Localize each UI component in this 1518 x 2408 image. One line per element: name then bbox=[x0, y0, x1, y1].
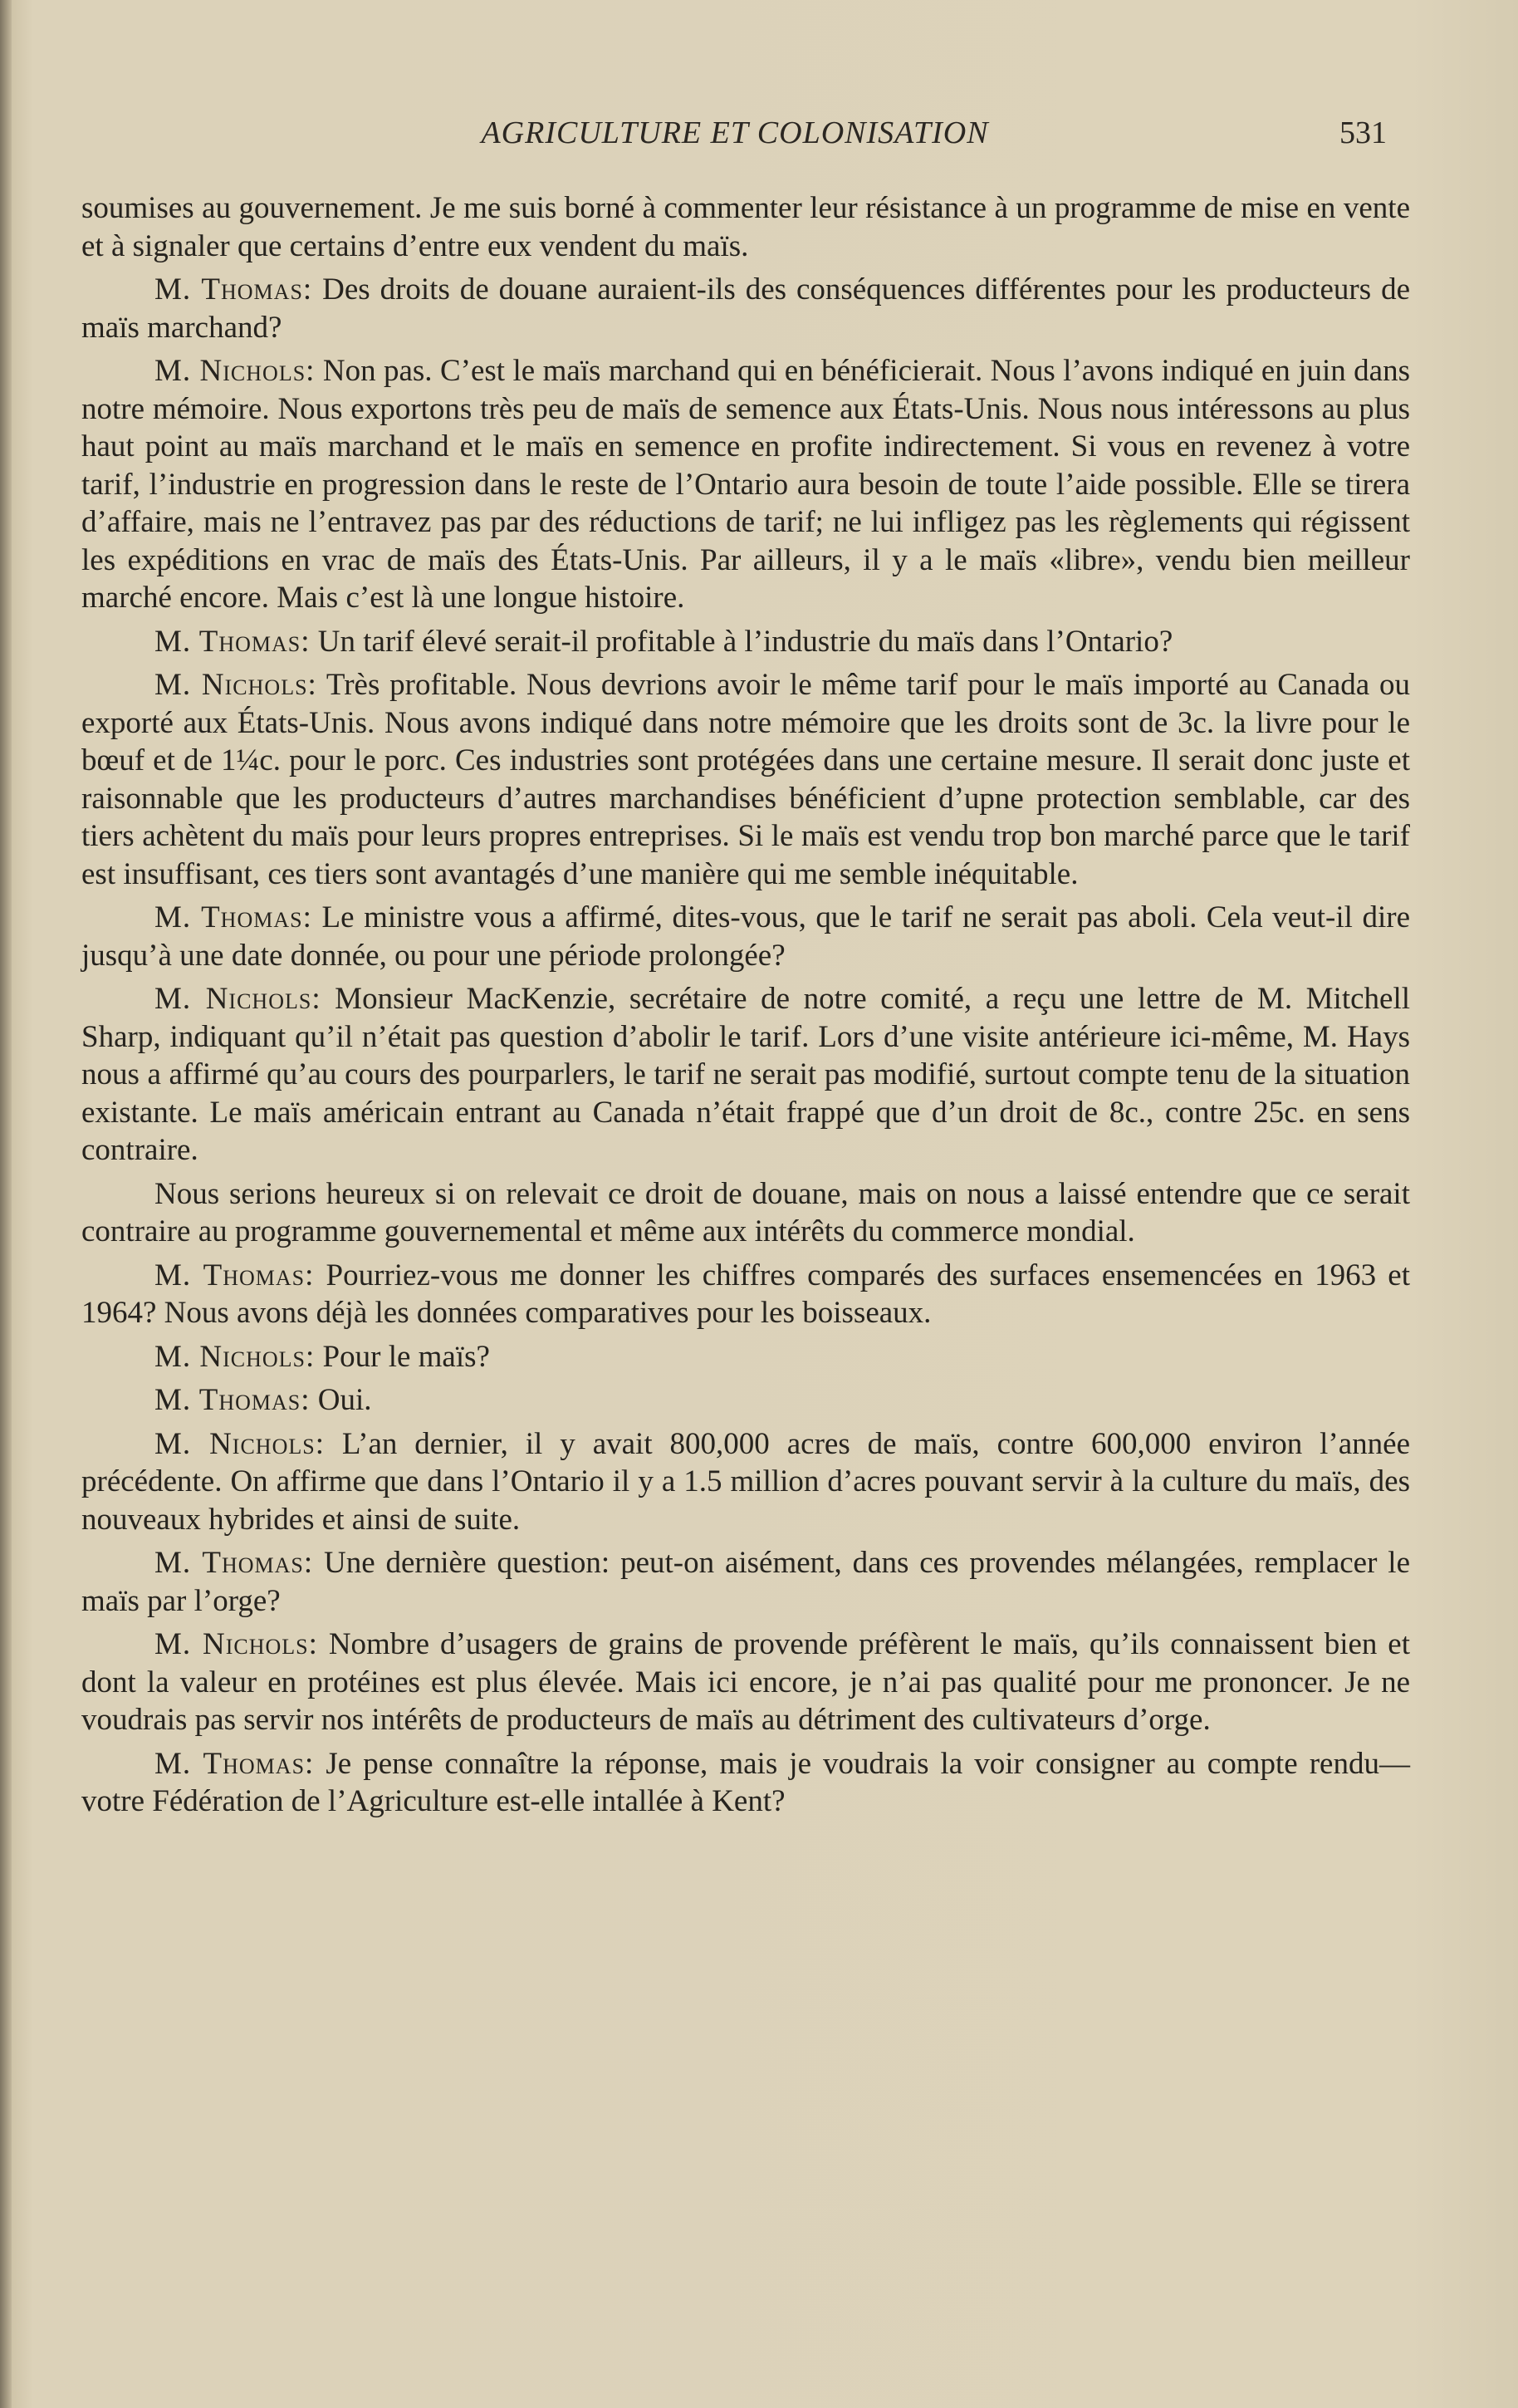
paragraph-text: Je pense connaître la réponse, mais je voudrais la voir consigner au compte rendu—votre Fédération de l’Agriculture est-elle intallée à Kent? bbox=[81, 1746, 1410, 1818]
paragraph-text: Non pas. C’est le maïs marchand qui en bénéficierait. Nous l’avons indiqué en juin dans notre mémoire. Nous exportons très peu de maïs de semence aux États-Unis. Nous nous intéressons au plus haut point au maïs marchand et le maïs en semence en profite indirectement. Si vous en revenez à votre tarif, l’industrie en progression dans le reste de l’Ontario aura besoin de toute l’aide possible. Elle se tirera d’affaire, mais ne l’entravez pas par des réductions de tarif; ne lui infligez pas les règlements qui régissent les expéditions en vrac de maïs des États-Unis. Par ailleurs, il y a le maïs «libre», vendu bien meilleur marché encore. Mais c’est là une longue histoire. bbox=[81, 354, 1410, 615]
page-body bbox=[81, 189, 1410, 1827]
paragraph bbox=[81, 1381, 1410, 1420]
page-header bbox=[83, 115, 1387, 164]
speaker-name: M. Nichols: bbox=[154, 1627, 318, 1661]
paragraph bbox=[81, 1257, 1410, 1332]
speaker-name: M. Thomas: bbox=[154, 1383, 311, 1417]
paragraph bbox=[81, 1425, 1410, 1539]
speaker-name: M. Thomas: bbox=[154, 1258, 315, 1292]
paragraph bbox=[81, 1175, 1410, 1251]
paragraph-text: Très profitable. Nous devrions avoir le même tarif pour le maïs importé au Canada ou exporté aux États-Unis. Nous avons indiqué dans notre mémoire que les droits sont de 3c. la livre pour le bœuf et de 1¼c. pour le porc. Ces industries sont protégées dans une certaine mesure. Il serait donc juste et raisonnable que les producteurs d’autres marchandises bénéficient d’upne protection semblable, car des tiers achètent du maïs pour leurs propres entreprises. Si le maïs est vendu trop bon marché parce que le tarif est insuffisant, ces tiers sont avantagés d’une manière qui me semble inéquitable. bbox=[81, 668, 1410, 891]
running-head: AGRICULTURE ET COLONISATION bbox=[481, 115, 989, 150]
paragraph bbox=[81, 352, 1410, 617]
speaker-name: M. Nichols: bbox=[154, 982, 321, 1016]
paragraph bbox=[81, 666, 1410, 893]
paragraph-text: Pour le maïs? bbox=[315, 1339, 490, 1374]
paragraph-text: L’an dernier, il y avait 800,000 acres de maïs, contre 600,000 environ l’année précédente. On affirme que dans l’Ontario il y a 1.5 million d’acres pouvant servir à la culture du maïs, des nouveaux hybrides et ainsi de suite. bbox=[81, 1426, 1410, 1537]
paragraph-text: Un tarif élevé serait-il profitable à l’industrie du maïs dans l’Ontario? bbox=[310, 624, 1173, 659]
speaker-name: M. Nichols: bbox=[154, 668, 317, 702]
book-binding-edge bbox=[0, 0, 12, 2408]
paragraph bbox=[81, 1338, 1410, 1376]
paragraph bbox=[81, 1544, 1410, 1620]
speaker-name: M. Thomas: bbox=[154, 272, 313, 307]
paragraph bbox=[81, 189, 1410, 265]
speaker-name: M. Nichols: bbox=[154, 1426, 325, 1461]
speaker-name: M. Thomas: bbox=[154, 1546, 314, 1580]
paragraph bbox=[81, 980, 1410, 1170]
paragraph-text: Le ministre vous a affirmé, dites-vous, que le tarif ne serait pas aboli. Cela veut-il dire jusqu’à une date donnée, ou pour une période prolongée? bbox=[81, 900, 1410, 973]
paragraph bbox=[81, 623, 1410, 661]
paragraph-text: Nombre d’usagers de grains de provende préfèrent le maïs, qu’ils connaissent bien et dont la valeur en protéines est plus élevée. Mais ici encore, je n’ai pas qualité pour me prononcer. Je ne voudrais pas servir nos intérêts de producteurs de maïs au détriment des cultivateurs d’orge. bbox=[81, 1627, 1410, 1737]
paragraph-text: Des droits de douane auraient-ils des conséquences différentes pour les producteurs de maïs marchand? bbox=[81, 272, 1410, 345]
paragraph bbox=[81, 899, 1410, 974]
paragraph-text: soumises au gouvernement. Je me suis borné à commenter leur résistance à un programme de mise en vente et à signaler que certains d’entre eux vendent du maïs. bbox=[81, 191, 1410, 263]
paragraph bbox=[81, 1626, 1410, 1739]
speaker-name: M. Nichols: bbox=[154, 354, 316, 388]
paragraph bbox=[81, 271, 1410, 346]
page-number: 531 bbox=[1339, 115, 1387, 150]
speaker-name: M. Nichols: bbox=[154, 1339, 316, 1374]
paragraph-text: Pourriez-vous me donner les chiffres comparés des surfaces ensemencées en 1963 et 1964? Nous avons déjà les données comparatives pour les boisseaux. bbox=[81, 1258, 1410, 1330]
speaker-name: M. Thomas: bbox=[154, 624, 311, 659]
speaker-name: M. Thomas: bbox=[154, 900, 312, 934]
paragraph-text: Nous serions heureux si on relevait ce droit de douane, mais on nous a laissé entendre que ce serait contraire au programme gouvernemental et même aux intérêts du commerce mondial. bbox=[81, 1176, 1410, 1248]
paragraph-text: Oui. bbox=[310, 1383, 372, 1417]
paragraph-text: Monsieur MacKenzie, secrétaire de notre comité, a reçu une lettre de M. Mitchell Sharp, indiquant qu’il n’était pas question d’abolir le tarif. Lors d’une visite antérieure ici-même, M. Hays nous a affirmé qu’au cours des pourparlers, le tarif ne serait pas modifié, surtout compte tenu de la situation existante. Le maïs américain entrant au Canada n’était frappé que d’un droit de 8c., contre 25c. en sens contraire. bbox=[81, 982, 1411, 1167]
speaker-name: M. Thomas: bbox=[154, 1746, 315, 1781]
paragraph bbox=[81, 1745, 1410, 1821]
paragraph-text: Une dernière question: peut-on aisément, dans ces provendes mélangées, remplacer le maïs par l’orge? bbox=[81, 1546, 1410, 1618]
